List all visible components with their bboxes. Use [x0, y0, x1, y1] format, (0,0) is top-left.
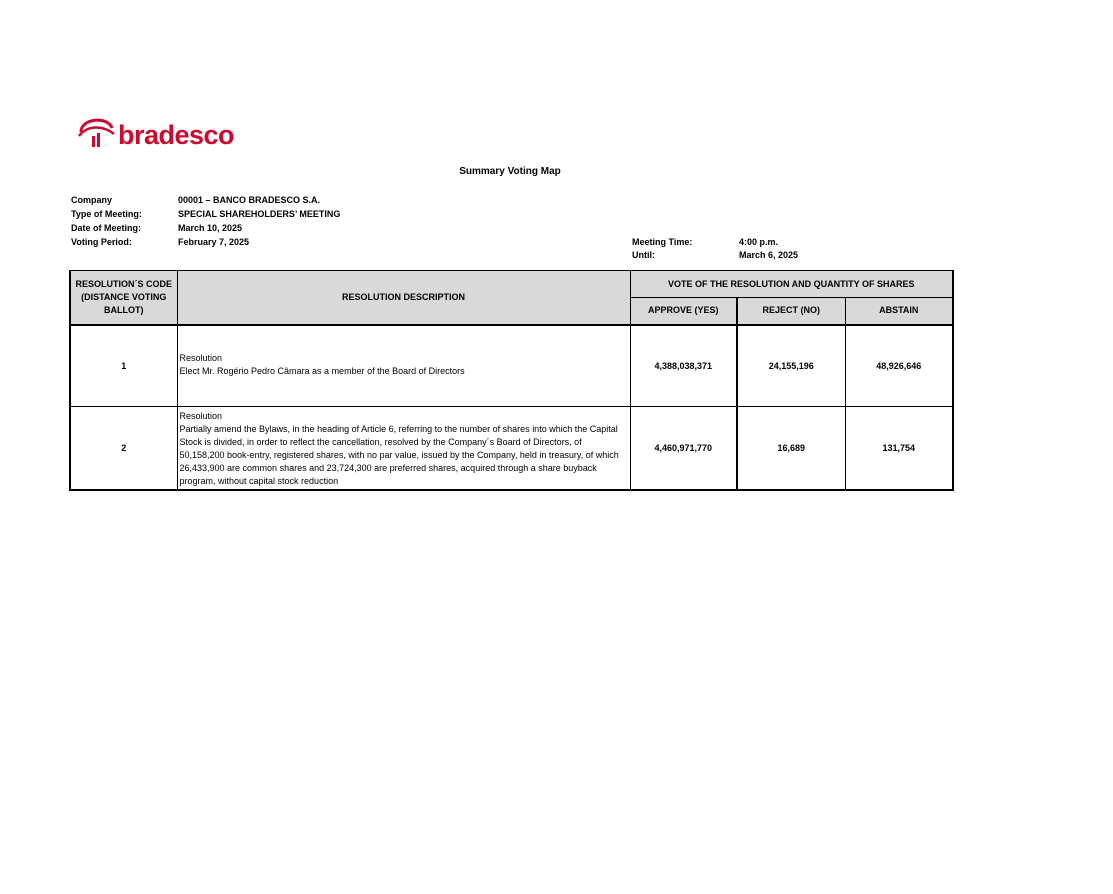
meeting-time-label: Meeting Time: [632, 237, 693, 247]
meeting-date-label: Date of Meeting: [71, 223, 142, 233]
brand-name: bradesco [118, 120, 235, 150]
header-abstain: ABSTAIN [845, 298, 953, 325]
until-value: March 6, 2025 [739, 250, 799, 260]
header-resolution-description: RESOLUTION DESCRIPTION [177, 271, 630, 325]
bradesco-logo [78, 114, 238, 154]
company-label: Company [71, 195, 113, 205]
meeting-type-value: SPECIAL SHAREHOLDERS’ MEETING [178, 209, 341, 219]
meeting-date-value: March 10, 2025 [178, 223, 243, 233]
resolution-description: Elect Mr. Rogério Pedro Câmara as a member of the Board of Directors [179, 366, 465, 376]
abstain-count: 131,754 [845, 407, 953, 490]
voting-period-value: February 7, 2025 [178, 237, 250, 247]
page-title: Summary Voting Map [459, 166, 561, 177]
resolution-type: Resolution [179, 353, 223, 363]
reject-count: 24,155,196 [737, 325, 845, 407]
table-row [70, 407, 953, 490]
resolution-description-cell [177, 325, 630, 407]
meeting-type-label: Type of Meeting: [71, 209, 142, 219]
voting-period-label: Voting Period: [71, 237, 132, 247]
approve-count: 4,460,971,770 [630, 407, 737, 490]
meeting-time-value: 4:00 p.m. [739, 237, 779, 247]
bradesco-tree-icon [78, 114, 118, 150]
header-resolution-code: RESOLUTION´S CODE (DISTANCE VOTING BALLOT) [70, 271, 177, 325]
resolution-description: Partially amend the Bylaws, in the heading of Article 6, referring to the number of shares into which the Capital Stock is divided, in order to reflect the cancellation, resolved by the Company´s Board of Directors, of 50,158,200 book-entry, registered shares, with no par value, issued by the Company, held in treasury, of which 26,433,900 are common shares and 23,724,300 are preferred shares, acquired through a share buyback program, without capital stock reduction [179, 423, 619, 486]
header-approve: APPROVE (YES) [630, 298, 737, 325]
company-value: 00001 – BANCO BRADESCO S.A. [178, 195, 321, 205]
reject-count: 16,689 [737, 407, 845, 490]
voting-table [69, 270, 954, 491]
resolution-description-cell [177, 407, 630, 490]
until-label: Until: [632, 250, 655, 260]
header-vote-group: VOTE OF THE RESOLUTION AND QUANTITY OF SHARES [630, 271, 953, 298]
abstain-count: 48,926,646 [845, 325, 953, 407]
table-row [70, 325, 953, 407]
approve-count: 4,388,038,371 [630, 325, 737, 407]
header-reject: REJECT (NO) [737, 298, 845, 325]
resolution-code: 1 [70, 325, 177, 407]
resolution-code: 2 [70, 407, 177, 490]
resolution-type: Resolution [179, 410, 223, 421]
